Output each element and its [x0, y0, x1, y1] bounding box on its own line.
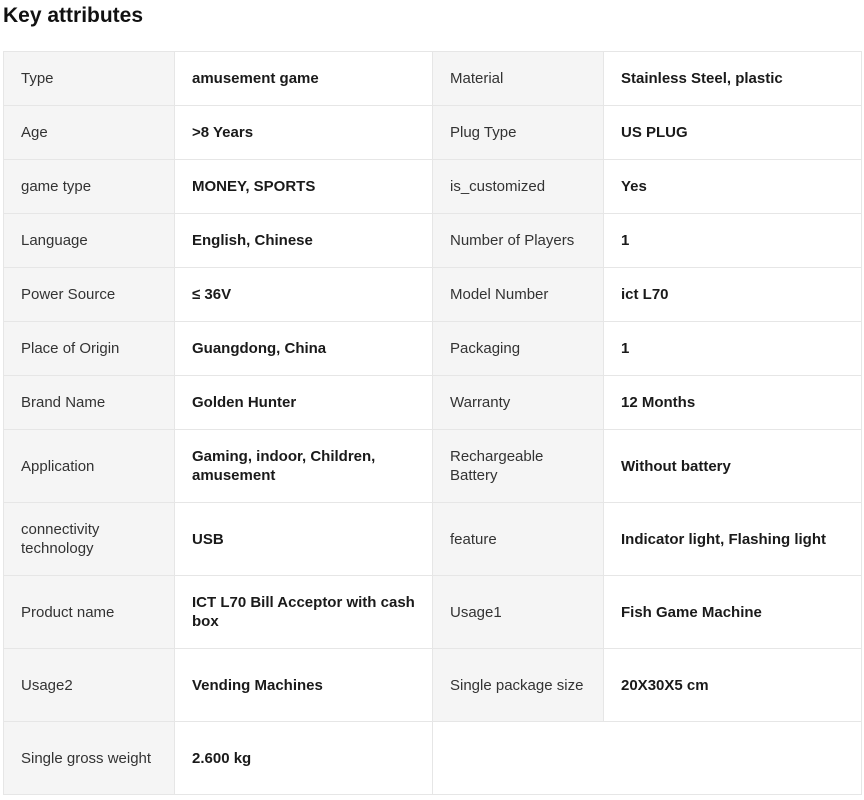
attribute-label: Material: [433, 52, 604, 106]
attributes-table: [3, 51, 862, 795]
attribute-value: Fish Game Machine: [604, 576, 862, 649]
attribute-label: Product name: [4, 576, 175, 649]
table-row: [4, 576, 862, 649]
attribute-label: Number of Players: [433, 214, 604, 268]
table-row: [4, 722, 862, 795]
attribute-value: >8 Years: [175, 106, 433, 160]
empty-cell: [433, 722, 862, 795]
attribute-label: Usage2: [4, 649, 175, 722]
attribute-label: Model Number: [433, 268, 604, 322]
attribute-value: Guangdong, China: [175, 322, 433, 376]
table-row: [4, 268, 862, 322]
table-row: [4, 430, 862, 503]
attribute-label: Warranty: [433, 376, 604, 430]
attribute-value: ICT L70 Bill Acceptor with cash box: [175, 576, 433, 649]
attribute-label: connectivity technology: [4, 503, 175, 576]
attribute-value: USB: [175, 503, 433, 576]
table-row: [4, 214, 862, 268]
attribute-label: Single gross weight: [4, 722, 175, 795]
attribute-label: Application: [4, 430, 175, 503]
attribute-value: Indicator light, Flashing light: [604, 503, 862, 576]
attribute-value: Stainless Steel, plastic: [604, 52, 862, 106]
attribute-label: Rechargeable Battery: [433, 430, 604, 503]
table-row: [4, 52, 862, 106]
table-row: [4, 322, 862, 376]
attribute-value: English, Chinese: [175, 214, 433, 268]
section-heading: Key attributes: [3, 4, 144, 27]
attribute-value: ≤ 36V: [175, 268, 433, 322]
attribute-label: Brand Name: [4, 376, 175, 430]
attribute-label: Language: [4, 214, 175, 268]
attribute-label: Place of Origin: [4, 322, 175, 376]
attribute-label: game type: [4, 160, 175, 214]
table-row: [4, 649, 862, 722]
attribute-value: 12 Months: [604, 376, 862, 430]
table-row: [4, 160, 862, 214]
attribute-value: Yes: [604, 160, 862, 214]
attribute-label: Packaging: [433, 322, 604, 376]
attribute-value: 2.600 kg: [175, 722, 433, 795]
attribute-value: MONEY, SPORTS: [175, 160, 433, 214]
attribute-label: is_customized: [433, 160, 604, 214]
attribute-value: Vending Machines: [175, 649, 433, 722]
attribute-value: 20X30X5 cm: [604, 649, 862, 722]
table-row: [4, 106, 862, 160]
attribute-label: Plug Type: [433, 106, 604, 160]
attribute-value: ict L70: [604, 268, 862, 322]
attribute-value: Golden Hunter: [175, 376, 433, 430]
attribute-label: feature: [433, 503, 604, 576]
attribute-value: Without battery: [604, 430, 862, 503]
attribute-label: Type: [4, 52, 175, 106]
attribute-value: 1: [604, 322, 862, 376]
attribute-value: 1: [604, 214, 862, 268]
attribute-value: US PLUG: [604, 106, 862, 160]
attribute-label: Power Source: [4, 268, 175, 322]
attribute-label: Age: [4, 106, 175, 160]
attribute-value: Gaming, indoor, Children, amusement: [175, 430, 433, 503]
table-row: [4, 376, 862, 430]
table-row: [4, 503, 862, 576]
attribute-label: Single package size: [433, 649, 604, 722]
attribute-value: amusement game: [175, 52, 433, 106]
attribute-label: Usage1: [433, 576, 604, 649]
